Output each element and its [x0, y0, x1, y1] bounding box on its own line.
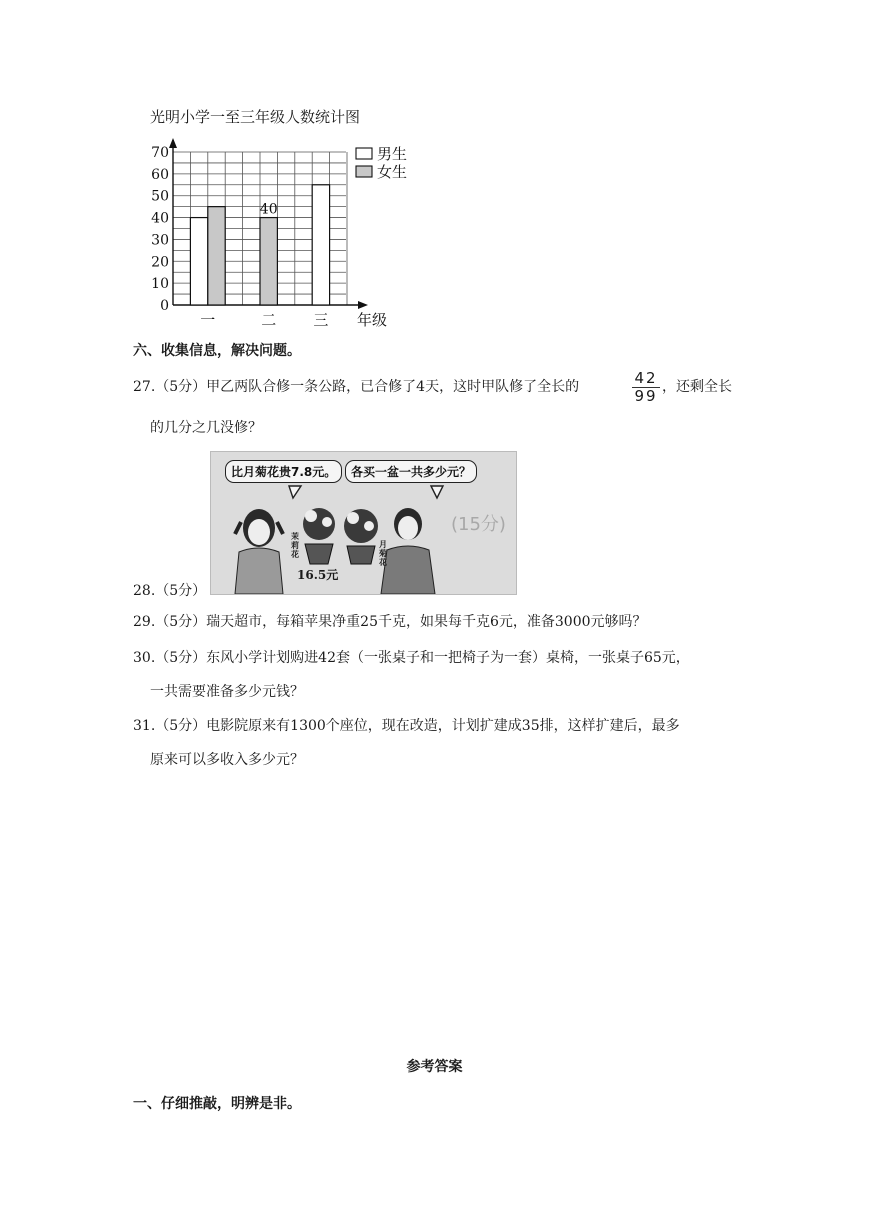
question-29-line1: 29.（5分）瑞天超市，每箱苹果净重25千克，如果每千克6元，准备3000元够吗？ [133, 614, 647, 630]
fraction-numerator: 42 [632, 370, 660, 388]
bar-female [260, 218, 277, 305]
legend-swatch [356, 148, 372, 159]
question-31-line1: 31.（5分）电影院原来有1300个座位，现在改造，计划扩建成35排，这样扩建后，最多 [133, 718, 680, 734]
answers-title: 参考答案 [406, 1059, 463, 1075]
x-tick-label: 二 [261, 311, 277, 329]
chart-title: 光明小学一至三年级人数统计图 [150, 108, 361, 126]
plant-left-label: 茉莉花 [291, 532, 299, 559]
x-axis-arrow [358, 301, 368, 309]
plant-right-label: 月菊花 [379, 540, 387, 567]
bar-male [190, 218, 207, 305]
question-30-line1: 30.（5分）东风小学计划购进42套（一张桌子和一把椅子为一套）桌椅，一张桌子65元， [133, 650, 690, 666]
legend-label: 男生 [377, 145, 408, 163]
legend-swatch [356, 166, 372, 177]
y-tick-label: 0 [160, 298, 169, 314]
y-tick-label: 60 [151, 166, 169, 183]
y-tick-label: 10 [151, 276, 169, 293]
question-28-label: 28.（5分） [133, 583, 207, 599]
fraction-42-99 [632, 370, 660, 405]
fraction-denominator: 99 [634, 387, 658, 405]
bar-female [208, 207, 225, 305]
bar-male [312, 185, 329, 305]
question-28-picture [210, 451, 517, 595]
section-heading-6: 六、收集信息，解决问题。 [133, 343, 301, 359]
speech-bubble-left: 比月菊花贵7.8元。 [225, 460, 342, 483]
boy-icon [381, 508, 435, 594]
girl-icon [235, 509, 283, 594]
x-axis-label: 年级 [356, 311, 388, 329]
x-tick-label: 三 [313, 311, 329, 329]
illustration-figures [211, 452, 516, 594]
y-axis-arrow [169, 138, 177, 148]
question-27-line2: 的几分之几没修？ [150, 420, 262, 436]
chrysanthemum-plant-icon [344, 509, 378, 564]
bar-chart [140, 130, 420, 335]
y-tick-label: 20 [151, 254, 169, 271]
y-tick-label: 50 [151, 188, 169, 205]
background-text: (15分) [451, 514, 506, 535]
y-tick-label: 30 [151, 232, 169, 249]
y-tick-label: 70 [151, 145, 169, 161]
question-31-line2: 原来可以多收入多少元？ [150, 752, 304, 768]
question-27-line1: 27.（5分）甲乙两队合修一条公路，已合修了4天，这时甲队修了全长的 [133, 379, 580, 395]
speech-bubble-right: 各买一盆一共多少元？ [345, 460, 477, 483]
x-tick-label: 一 [200, 311, 216, 329]
legend-label: 女生 [377, 163, 408, 181]
question-30-line2: 一共需要准备多少元钱？ [150, 684, 304, 700]
y-tick-label: 40 [151, 210, 169, 227]
price-label: 16.5元 [297, 568, 339, 582]
question-27-line1-end: ，还剩全长 [662, 379, 732, 395]
jasmine-plant-icon [303, 508, 335, 564]
answers-section-1: 一、仔细推敲，明辨是非。 [133, 1096, 301, 1112]
data-label: 40 [259, 201, 278, 218]
